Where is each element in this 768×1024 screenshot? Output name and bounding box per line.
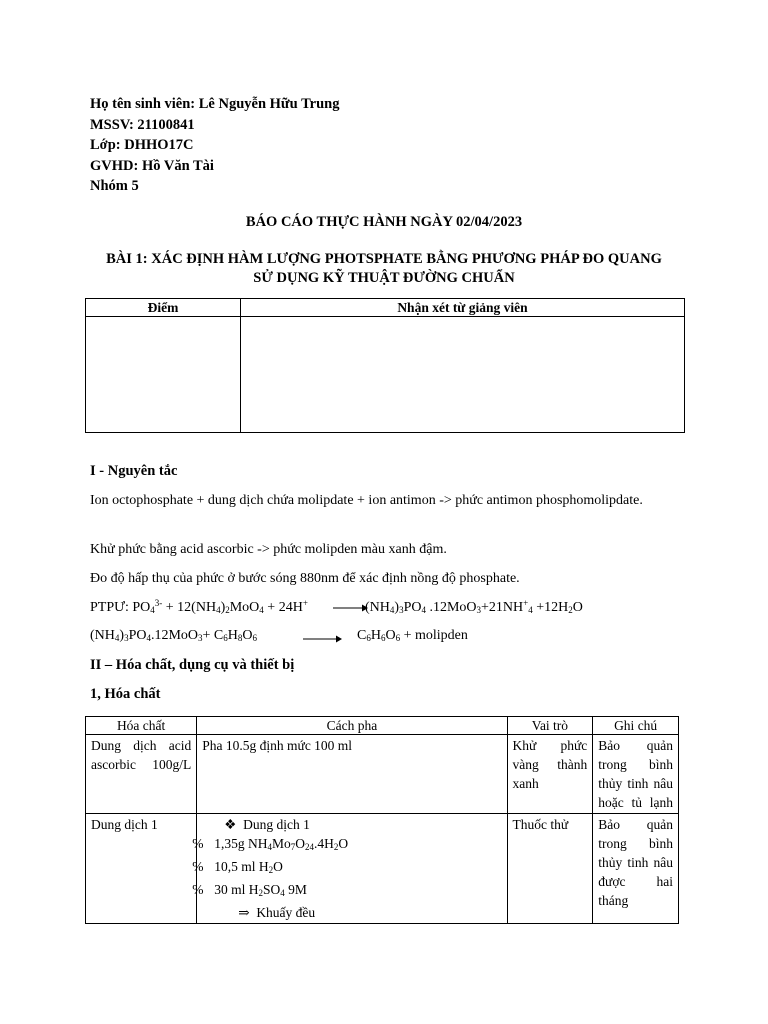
grade-table — [85, 298, 685, 433]
student-class: Lớp: DHHO17C — [90, 137, 194, 153]
col-role-header: Vai trò — [507, 717, 593, 735]
right-double-arrow-icon: ⇒ — [238, 905, 250, 920]
table-row — [86, 735, 679, 814]
percent-bullet-icon: % — [192, 859, 204, 874]
percent-bullet-icon: % — [192, 882, 204, 897]
percent-bullet-icon: % — [192, 836, 204, 851]
diamond-bullet-icon: ❖ — [224, 817, 237, 832]
reaction-equation-1: PTPƯ: $PO_4^{3-} + 12(NH_4)_2MoO_4 + 24H^+$ — [90, 598, 308, 615]
principle-paragraph-1: Ion octophosphate + dung dịch chứa molipdate + ion antimon -> phức antimon phosphomolipdate. — [90, 493, 643, 508]
list-item: ❖ Dung dịch 1 — [224, 817, 310, 832]
chemicals-table — [85, 716, 679, 924]
principle-paragraph-2: Khử phức bằng acid ascorbic -> phức molipden màu xanh đậm. — [90, 542, 447, 557]
note: Bảo quản trong bình thủy tinh nâu hoặc tủ lạnh — [593, 735, 679, 814]
preparation: Pha 10.5g định mức 100 ml — [197, 735, 507, 814]
chemical-name: Dung dịch 1 — [86, 814, 197, 924]
preparation-list — [192, 814, 507, 924]
reaction-product-2: $C_6H_6O_6$ + molipden — [357, 628, 468, 643]
reaction-arrow-icon — [332, 603, 368, 613]
role: Thuốc thử — [507, 814, 593, 924]
lesson-title — [88, 250, 680, 288]
note: Bảo quản trong bình thủy tinh nâu được hai tháng — [593, 814, 679, 924]
student-info — [90, 94, 339, 197]
table-row — [86, 814, 679, 924]
score-cell — [86, 317, 241, 433]
role: Khử phức vàng thành xanh — [507, 735, 593, 814]
col-note-header: Ghi chú — [593, 717, 679, 735]
col-preparation-header: Cách pha — [197, 717, 507, 735]
lesson-title-line-2: SỬ DỤNG KỸ THUẬT ĐƯỜNG CHUẨN — [253, 270, 515, 286]
principle-paragraph-3: Đo độ hấp thụ của phức ở bước sóng 880nm để xác định nồng độ phosphate. — [90, 571, 520, 586]
student-name: Họ tên sinh viên: Lê Nguyễn Hữu Trung — [90, 96, 340, 112]
reaction-arrow-icon — [302, 634, 342, 644]
reaction-product-1: $(NH_4)_3PO_4$ $.12MoO_3+21NH^+_4 +12H_2O$ — [365, 598, 583, 615]
list-item: % 30 ml $H_2SO_4$ 9M — [192, 880, 501, 903]
section-1-heading: I - Nguyên tắc — [90, 463, 178, 479]
advisor: GVHD: Hồ Văn Tài — [90, 157, 214, 174]
chemicals-subheading: 1, Hóa chất — [90, 686, 161, 702]
comment-header: Nhận xét từ giảng viên — [241, 299, 685, 317]
student-id: MSSV: 21100841 — [90, 116, 195, 133]
chemical-name: Dung dịch acid ascorbic 100g/L — [86, 735, 197, 814]
score-header: Điểm — [86, 299, 241, 317]
section-2-heading: II – Hóa chất, dụng cụ và thiết bị — [90, 657, 295, 673]
comment-cell — [241, 317, 685, 433]
col-chemical-header: Hóa chất — [86, 717, 197, 735]
reaction-equation-2: $(NH_4)_3PO_4.12MoO_3+ C_6H_8O_6$ — [90, 628, 258, 643]
group: Nhóm 5 — [90, 178, 139, 194]
list-item: % 10,5 ml $H_2O$ — [192, 857, 501, 880]
lesson-title-line-1: BÀI 1: XÁC ĐỊNH HÀM LƯỢNG PHOTSPHATE BẰNG PHƯƠNG PHÁP ĐO QUANG — [106, 251, 662, 267]
list-item: ⇒ Khuấy đều — [238, 905, 316, 920]
list-item: % 1,35g $NH_4Mo_7O_{24}.4H_2O$ — [192, 834, 501, 857]
report-title: BÁO CÁO THỰC HÀNH NGÀY 02/04/2023 — [245, 214, 523, 230]
